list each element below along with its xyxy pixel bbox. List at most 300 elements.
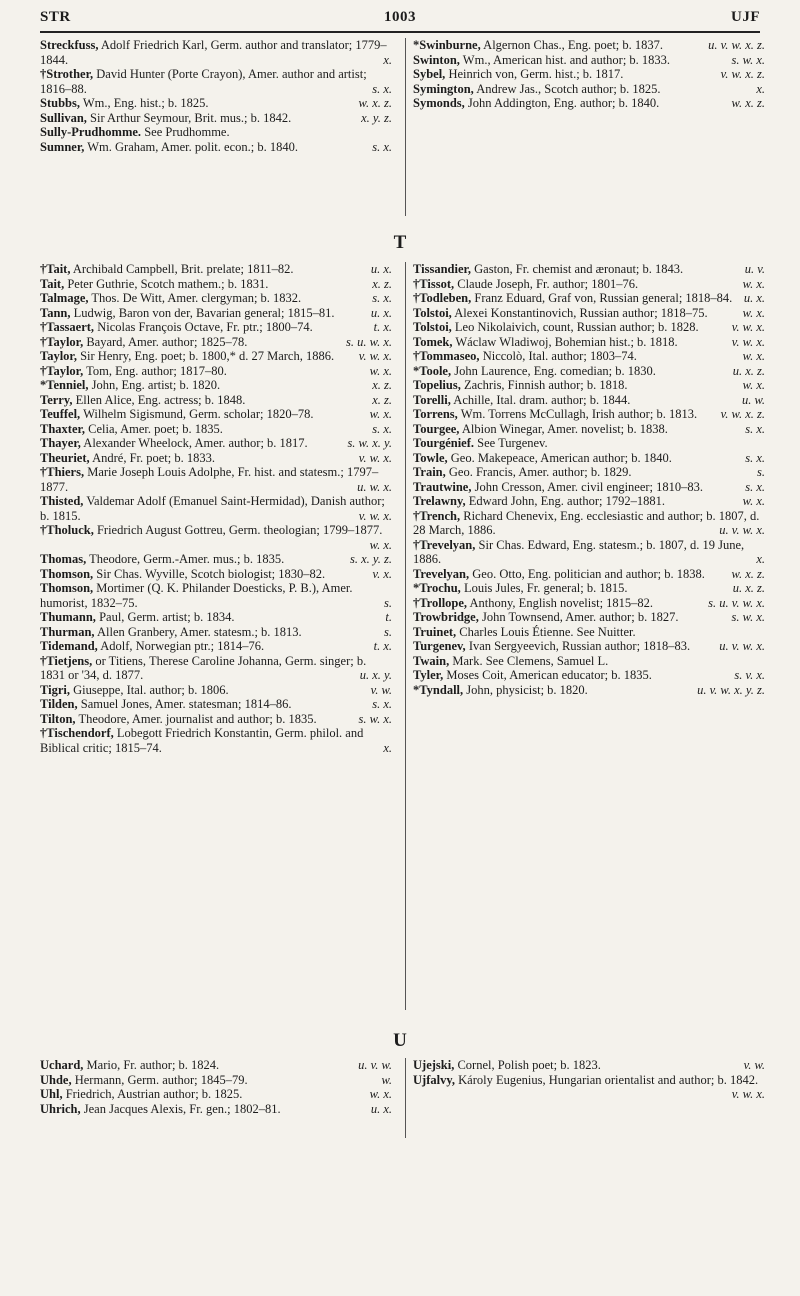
entry-source-codes: s.	[757, 465, 765, 479]
entry-name: †Taylor,	[40, 334, 84, 349]
entry-text: Lobegott Friedrich Konstantin, Germ. philol. and Biblical critic; 1815–74.	[40, 726, 364, 755]
entry-source-codes: v. w. x. z.	[720, 67, 765, 81]
entry-source-codes: s. v. x.	[734, 668, 765, 682]
index-entry	[413, 480, 765, 495]
entry-name: Thisted,	[40, 494, 84, 508]
index-entry	[40, 552, 392, 567]
entry-text: Sir Chas. Edward, Eng. statesm.; b. 1807, d. 19 June, 1886.	[413, 537, 745, 566]
entry-source-codes: w. x.	[369, 363, 392, 378]
entry-name: Torelli,	[413, 392, 451, 407]
entry-source-codes: x. z.	[372, 276, 392, 291]
entry-text: John, physicist; b. 1820.	[463, 682, 588, 697]
entry-source-codes: w. x.	[742, 276, 765, 291]
entry-source-codes: s. w. x.	[358, 711, 392, 726]
entry-source-codes: u. x. z.	[732, 363, 765, 378]
entry-text: Algernon Chas., Eng. poet; b. 1837.	[480, 38, 664, 52]
entry-text: John Cresson, Amer. civil engineer; 1810–83.	[471, 479, 704, 494]
index-entry	[413, 610, 765, 625]
index-entry	[413, 567, 765, 582]
entry-text: Tom, Eng. author; 1817–80.	[83, 363, 227, 378]
index-entry	[413, 538, 765, 567]
entry-source-codes: u. v. w.	[358, 1058, 392, 1072]
entry-source-codes: s. w. x.	[731, 52, 765, 67]
index-entry	[40, 364, 392, 379]
index-entry	[40, 96, 392, 111]
index-entry	[40, 393, 392, 408]
entry-source-codes: s. x. y. z.	[349, 552, 392, 566]
index-entry	[413, 393, 765, 408]
entry-source-codes: t. x.	[373, 639, 392, 653]
entry-text: Ellen Alice, Eng. actress; b. 1848.	[72, 392, 246, 407]
entry-name: †Tietjens,	[40, 653, 93, 668]
entry-text: Gaston, Fr. chemist and æronaut; b. 1843.	[471, 262, 684, 276]
entry-text: Celia, Amer. poet; b. 1835.	[85, 421, 223, 436]
index-entry	[40, 451, 392, 466]
entry-text: or Titiens, Therese Caroline Johanna, Germ. singer; b. 1831 or '34, d. 1877.	[40, 653, 367, 682]
entry-name: Thomson,	[40, 566, 94, 581]
entry-text: Wm. Torrens McCullagh, Irish author; b. 1813.	[457, 407, 698, 421]
entry-source-codes: v. w. x.	[731, 334, 765, 349]
entry-name: †Tischendorf,	[40, 726, 114, 740]
entry-text: John Townsend, Amer. author; b. 1827.	[478, 610, 679, 624]
entry-source-codes: x. z.	[372, 378, 392, 392]
entry-text: Achille, Ital. dram. author; b. 1844.	[450, 392, 631, 407]
entry-name: Torrens,	[413, 407, 458, 421]
entry-name: *Toole,	[413, 363, 452, 378]
entry-source-codes: w. x.	[369, 407, 392, 421]
header-rule	[40, 31, 760, 33]
index-entry	[40, 712, 392, 727]
entry-source-codes: s. x.	[372, 291, 392, 305]
index-entry	[40, 407, 392, 422]
index-entry	[413, 407, 765, 422]
entry-source-codes: w. x.	[742, 378, 765, 392]
page-number: 1003	[384, 9, 416, 25]
index-entry	[413, 422, 765, 437]
entry-name: Tilton,	[40, 711, 76, 726]
entry-text: Alexei Konstantinovich, Russian author; 1818–75.	[451, 305, 708, 320]
column-left	[40, 262, 392, 755]
entry-text: Wilhelm Sigismund, Germ. scholar; 1820–78.	[80, 407, 314, 421]
index-entry	[413, 306, 765, 321]
index-entry	[40, 581, 392, 610]
entry-text: Wm., American hist. and author; b. 1833.	[459, 52, 671, 67]
index-entry	[40, 125, 392, 140]
entry-source-codes: u. v. w. x. y. z.	[697, 682, 765, 697]
index-entry	[40, 1058, 392, 1073]
index-entry	[413, 639, 765, 654]
index-entry	[413, 654, 765, 669]
column-divider	[405, 262, 406, 1010]
entry-source-codes: s.	[384, 624, 392, 639]
running-head-left: STR	[40, 9, 71, 25]
entry-name: Symonds,	[413, 96, 465, 110]
index-entry	[40, 1073, 392, 1088]
entry-text: Andrew Jas., Scotch author; b. 1825.	[473, 81, 661, 96]
entry-text: Mark. See Clemens, Samuel L.	[449, 653, 609, 668]
entry-text: See Prudhomme.	[141, 125, 230, 139]
entry-name: Tait,	[40, 276, 65, 291]
entry-source-codes: w. x.	[742, 305, 765, 320]
entry-text: Peter Guthrie, Scotch mathem.; b. 1831.	[64, 276, 269, 291]
entry-text: Nicolas François Octave, Fr. ptr.; 1800–74.	[94, 320, 313, 334]
entry-text: Friedrich August Gottreu, Germ. theologian; 1799–1877.	[93, 523, 383, 537]
index-entry	[40, 1102, 392, 1117]
entry-text: Alexander Wheelock, Amer. author; b. 1817.	[80, 436, 308, 450]
index-entry	[413, 494, 765, 509]
index-entry	[40, 67, 392, 96]
entry-text: David Hunter (Porte Crayon), Amer. author and artist; 1816–88.	[40, 67, 367, 96]
entry-text: Edward John, Eng. author; 1792–1881.	[465, 494, 665, 508]
entry-text: Mario, Fr. author; b. 1824.	[83, 1058, 220, 1072]
entry-name: †Tassaert,	[40, 320, 95, 334]
index-entry	[40, 320, 392, 335]
entry-text: Samuel Jones, Amer. statesman; 1814–86.	[77, 697, 292, 711]
entry-source-codes: s. u. v. w. x.	[708, 595, 765, 610]
entry-source-codes: v. w.	[743, 1058, 765, 1072]
index-entry	[413, 668, 765, 683]
entry-text: Louis Jules, Fr. general; b. 1815.	[460, 581, 628, 595]
entry-source-codes: w. x.	[742, 494, 765, 508]
index-entry	[413, 364, 765, 379]
index-entry	[40, 378, 392, 393]
index-entry	[413, 1073, 765, 1102]
entry-name: *Trochu,	[413, 581, 461, 595]
entry-text: Anthony, English novelist; 1815–82.	[467, 595, 654, 610]
entry-text: Adolf, Norwegian ptr.; 1814–76.	[97, 639, 265, 653]
column-right	[413, 1058, 765, 1102]
index-entry	[40, 38, 392, 67]
entry-source-codes: w.	[381, 1072, 392, 1087]
entry-source-codes: v. x.	[372, 566, 392, 581]
entry-source-codes: v. w. x.	[731, 320, 765, 334]
index-entry	[40, 140, 392, 155]
entry-source-codes: u. x.	[370, 1101, 392, 1116]
entry-text: Geo. Makepeace, American author; b. 1840.	[447, 450, 672, 465]
entry-name: Towle,	[413, 450, 448, 465]
index-entry	[413, 277, 765, 292]
index-entry	[413, 378, 765, 393]
entry-name: †Tissot,	[413, 276, 455, 291]
index-entry	[413, 262, 765, 277]
index-entry	[40, 610, 392, 625]
entry-source-codes: s. w. x. y.	[347, 436, 392, 450]
entry-name: Uhrich,	[40, 1101, 81, 1116]
entry-source-codes: s. x.	[372, 697, 392, 711]
index-entry	[413, 320, 765, 335]
entry-text: Archibald Campbell, Brit. prelate; 1811–82.	[70, 262, 294, 276]
index-entry	[413, 581, 765, 596]
entry-text: Albion Winegar, Amer. novelist; b. 1838.	[459, 421, 668, 436]
entry-name: Trevelyan,	[413, 566, 470, 581]
entry-text: Valdemar Adolf (Emanuel Saint-Hermidad), Danish author; b. 1815.	[40, 494, 385, 523]
index-entry	[413, 335, 765, 350]
entry-text: Marie Joseph Louis Adolphe, Fr. hist. and statesm.; 1797–1877.	[40, 465, 379, 494]
index-entry	[40, 262, 392, 277]
entry-text: Theodore, Amer. journalist and author; b. 1835.	[75, 711, 317, 726]
index-entry	[413, 683, 765, 698]
entry-name: †Thiers,	[40, 465, 85, 479]
entry-name: Thurman,	[40, 624, 95, 639]
entry-name: Uhl,	[40, 1087, 63, 1101]
entry-text: Sir Chas. Wyville, Scotch biologist; 1830–82.	[93, 566, 326, 581]
entry-name: †Strother,	[40, 67, 94, 81]
entry-name: Trelawny,	[413, 494, 466, 508]
index-entry	[413, 53, 765, 68]
index-entry	[413, 625, 765, 640]
index-entry	[413, 67, 765, 82]
entry-source-codes: x.	[383, 52, 392, 67]
entry-text: Friedrich, Austrian author; b. 1825.	[62, 1087, 243, 1101]
entry-source-codes: s.	[384, 595, 392, 610]
entry-text: Wm. Graham, Amer. polit. econ.; b. 1840.	[84, 139, 298, 154]
entry-source-codes: w. x.	[742, 349, 765, 363]
entry-text: Adolf Friedrich Karl, Germ. author and translator; 1779–1844.	[40, 38, 387, 67]
index-entry	[40, 726, 392, 755]
entry-name: Twain,	[413, 653, 450, 668]
entry-name: †Trevelyan,	[413, 537, 476, 552]
entry-source-codes: u. x.	[370, 262, 392, 276]
entry-text: Thos. De Witt, Amer. clergyman; b. 1832.	[88, 291, 302, 305]
entry-source-codes: v. w. x.	[358, 508, 392, 523]
entry-source-codes: u. x.	[370, 305, 392, 320]
entry-source-codes: w. x.	[369, 537, 392, 552]
index-entry	[40, 494, 392, 523]
entry-name: Tolstoi,	[413, 305, 452, 320]
entry-name: Tigri,	[40, 682, 70, 697]
entry-source-codes: w. x. z.	[731, 566, 765, 581]
index-entry	[40, 335, 392, 350]
entry-name: †Todleben,	[413, 291, 472, 305]
entry-name: Symington,	[413, 81, 474, 96]
index-entry	[40, 465, 392, 494]
entry-source-codes: v. w.	[370, 682, 392, 697]
index-entry	[413, 451, 765, 466]
entry-name: *Tenniel,	[40, 378, 89, 392]
entry-name: Thomas,	[40, 552, 87, 566]
entry-name: Truinet,	[413, 624, 457, 639]
entry-name: *Swinburne,	[413, 38, 481, 52]
entry-text: Geo. Otto, Eng. politician and author; b. 1838.	[469, 566, 705, 581]
entry-name: Sullivan,	[40, 110, 87, 125]
entry-source-codes: x.	[756, 552, 765, 566]
entry-name: Thayer,	[40, 436, 81, 450]
entry-text: Moses Coit, American educator; b. 1835.	[443, 668, 652, 682]
entry-source-codes: u. x. y.	[359, 668, 392, 682]
entry-text: Heinrich von, Germ. hist.; b. 1817.	[445, 67, 624, 81]
entry-source-codes: v. w. x.	[731, 1087, 765, 1101]
entry-name: Tilden,	[40, 697, 78, 711]
entry-text: Jean Jacques Alexis, Fr. gen.; 1802–81.	[80, 1101, 281, 1116]
index-entry	[413, 596, 765, 611]
running-head-right: UJF	[731, 9, 760, 25]
entry-text: Paul, Germ. artist; b. 1834.	[95, 610, 235, 624]
entry-source-codes: s. x.	[372, 421, 392, 436]
index-entry	[413, 349, 765, 364]
entry-name: Tomek,	[413, 334, 453, 349]
entry-name: †Trollope,	[413, 595, 468, 610]
entry-name: Trautwine,	[413, 479, 472, 494]
entry-name: †Tholuck,	[40, 523, 94, 537]
entry-text: John Addington, Eng. author; b. 1840.	[464, 96, 660, 110]
entry-text: Ludwig, Baron von der, Bavarian general; 1815–81.	[70, 305, 335, 320]
entry-source-codes: s. x.	[745, 450, 765, 465]
entry-name: Thaxter,	[40, 421, 86, 436]
entry-name: Tolstoi,	[413, 320, 452, 334]
entry-source-codes: w. x. z.	[731, 96, 765, 110]
entry-source-codes: u. w. x.	[357, 479, 392, 494]
index-entry	[40, 654, 392, 683]
entry-name: Streckfuss,	[40, 38, 99, 52]
entry-name: Taylor,	[40, 349, 77, 363]
entry-text: John, Eng. artist; b. 1820.	[88, 378, 221, 392]
entry-name: Trowbridge,	[413, 610, 479, 624]
entry-source-codes: s. x.	[372, 81, 392, 96]
entry-text: Mortimer (Q. K. Philander Doesticks, P. B.), Amer. humorist, 1832–75.	[40, 581, 353, 610]
column-right	[413, 38, 765, 111]
entry-name: †Tait,	[40, 262, 71, 276]
entry-name: Thumann,	[40, 610, 96, 624]
entry-source-codes: s. x.	[745, 421, 765, 436]
entry-name: Ujejski,	[413, 1058, 455, 1072]
index-entry	[413, 436, 765, 451]
column-left	[40, 38, 392, 154]
entry-name: Talmage,	[40, 291, 89, 305]
index-entry	[40, 306, 392, 321]
entry-name: Tyler,	[413, 668, 444, 682]
entry-source-codes: w. x.	[369, 1087, 392, 1101]
entry-name: Uhde,	[40, 1072, 72, 1087]
column-right	[413, 262, 765, 697]
entry-source-codes: v. w. x. z.	[720, 407, 765, 421]
index-entry	[40, 422, 392, 437]
entry-text: Sir Arthur Seymour, Brit. mus.; b. 1842.	[86, 110, 292, 125]
entry-name: *Tyndall,	[413, 682, 464, 697]
entry-name: Ujfalvy,	[413, 1072, 456, 1087]
entry-name: Swinton,	[413, 52, 460, 67]
index-entry	[413, 38, 765, 53]
entry-name: Sully-Prudhomme.	[40, 125, 142, 139]
index-entry	[40, 683, 392, 698]
entry-text: Cornel, Polish poet; b. 1823.	[454, 1058, 601, 1072]
entry-name: Turgenev,	[413, 639, 466, 653]
entry-source-codes: x.	[383, 740, 392, 755]
index-entry	[40, 349, 392, 364]
entry-text: Claude Joseph, Fr. author; 1801–76.	[454, 276, 639, 291]
index-entry	[413, 96, 765, 111]
entry-text: Hermann, Germ. author; 1845–79.	[71, 1072, 248, 1087]
entry-source-codes: s. x.	[745, 479, 765, 494]
entry-name: †Trench,	[413, 508, 461, 523]
index-entry	[40, 1087, 392, 1102]
entry-source-codes: s. u. w. x.	[346, 334, 392, 349]
entry-text: Geo. Francis, Amer. author; b. 1829.	[445, 465, 632, 479]
entry-source-codes: t. x.	[373, 320, 392, 334]
entry-source-codes: s. x.	[372, 139, 392, 154]
index-entry	[40, 625, 392, 640]
index-entry	[413, 465, 765, 480]
entry-name: Tourgénief.	[413, 436, 474, 450]
entry-name: Thomson,	[40, 581, 94, 595]
page-header	[40, 7, 760, 31]
entry-name: Stubbs,	[40, 96, 80, 110]
entry-name: Theuriet,	[40, 450, 90, 465]
column-divider	[405, 1058, 406, 1138]
entry-source-codes: u. v. w. x.	[719, 639, 765, 653]
entry-name: Tourgee,	[413, 421, 460, 436]
index-entry	[413, 82, 765, 97]
entry-name: Tissandier,	[413, 262, 472, 276]
index-entry	[40, 523, 392, 552]
entry-source-codes: u. v. w. x. z.	[708, 38, 765, 52]
entry-name: Tidemand,	[40, 639, 98, 653]
entry-text: André, Fr. poet; b. 1833.	[89, 450, 215, 465]
entry-name: †Taylor,	[40, 363, 84, 378]
entry-text: John Laurence, Eng. comedian; b. 1830.	[451, 363, 656, 378]
entry-name: Sumner,	[40, 139, 85, 154]
entry-text: Wáclaw Wladiwoj, Bohemian hist.; b. 1818.	[452, 334, 678, 349]
entry-text: Bayard, Amer. author; 1825–78.	[83, 334, 248, 349]
entry-source-codes: w. x. z.	[358, 96, 392, 110]
entry-name: Terry,	[40, 392, 73, 407]
entry-text: Franz Eduard, Graf von, Russian general; 1818–84.	[471, 291, 733, 305]
entry-text: Ivan Sergyeevich, Russian author; 1818–83.	[465, 639, 691, 653]
index-entry	[40, 697, 392, 712]
entry-name: Topelius,	[413, 378, 461, 392]
entry-source-codes: x.	[756, 81, 765, 96]
entry-text: Leo Nikolaivich, count, Russian author; b. 1828.	[451, 320, 699, 334]
entry-source-codes: x. z.	[372, 392, 392, 407]
index-entry	[40, 639, 392, 654]
index-entry	[40, 111, 392, 126]
column-divider	[405, 38, 406, 216]
entry-text: Richard Chenevix, Eng. ecclesiastic and author; b. 1807, d. 28 March, 1886.	[413, 508, 760, 537]
index-entry	[40, 436, 392, 451]
entry-name: Train,	[413, 465, 446, 479]
section-letter-t: T	[393, 232, 407, 253]
entry-source-codes: u. x. z.	[732, 581, 765, 595]
index-entry	[40, 567, 392, 582]
entry-text: Wm., Eng. hist.; b. 1825.	[79, 96, 209, 110]
entry-source-codes: x. y. z.	[361, 110, 392, 125]
column-left	[40, 1058, 392, 1116]
entry-text: Károly Eugenius, Hungarian orientalist and author; b. 1842.	[455, 1072, 759, 1087]
index-entry	[413, 509, 765, 538]
entry-name: Uchard,	[40, 1058, 84, 1072]
entry-name: Tann,	[40, 305, 71, 320]
entry-name: Sybel,	[413, 67, 446, 81]
entry-text: Zachris, Finnish author; b. 1818.	[460, 378, 628, 392]
entry-source-codes: u. x.	[743, 291, 765, 305]
entry-source-codes: v. w. x.	[358, 349, 392, 363]
entry-name: †Tommaseo,	[413, 349, 480, 363]
index-entry	[413, 1058, 765, 1073]
entry-name: Teuffel,	[40, 407, 81, 421]
entry-source-codes: u. v.	[744, 262, 765, 276]
entry-source-codes: u. w.	[741, 392, 765, 407]
entry-text: Allen Granbery, Amer. statesm.; b. 1813.	[94, 624, 302, 639]
entry-text: Niccolò, Ital. author; 1803–74.	[479, 349, 637, 363]
entry-text: Sir Henry, Eng. poet; b. 1800,* d. 27 March, 1886.	[76, 349, 335, 363]
index-entry	[413, 291, 765, 306]
entry-source-codes: u. v. w. x.	[719, 523, 765, 537]
index-entry	[40, 277, 392, 292]
entry-source-codes: v. w. x.	[358, 450, 392, 465]
entry-source-codes: t.	[385, 610, 392, 624]
entry-text: Theodore, Germ.-Amer. mus.; b. 1835.	[86, 552, 285, 566]
entry-text: Giuseppe, Ital. author; b. 1806.	[69, 682, 229, 697]
section-letter-u: U	[393, 1030, 407, 1051]
